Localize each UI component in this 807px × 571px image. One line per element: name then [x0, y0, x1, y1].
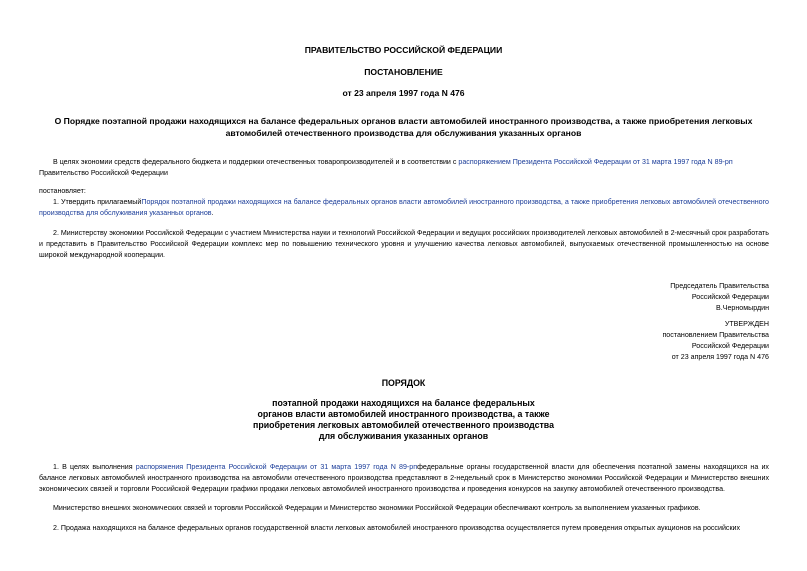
signature-line-2: Российской Федерации: [691, 293, 769, 301]
order-item-1-text: 1. В целях выполнения: [53, 463, 133, 471]
order-heading: ПОРЯДОК: [381, 378, 426, 388]
preamble-text: В целях экономии средств федерального бюджета и поддержки отечественных товаропроизводителей и в соответствии с: [53, 158, 457, 166]
order-item-1-rest: федеральные органы государственной власти для обеспечения поэтапной замены находящихся на их балансе легковых автомобилей иностранного производства на автомобили отечественного производства представляют в 2-недельный срок в Министерство экономики Российской Федерации и Министерство внешних экономических связей и торговли Российской Федерации графики продажи легковых автомобилей иностранного производства и проведения конкурсов на закупку автомобилей отечественного производства.: [39, 463, 769, 493]
item-1-paragraph: [39, 197, 769, 219]
approved-line-4: от 23 апреля 1997 года N 476: [671, 353, 769, 361]
order-title-line-3: приобретения легковых автомобилей отечественного производства: [253, 420, 554, 430]
approved-block: [662, 319, 769, 363]
item-1-end: .: [211, 209, 214, 217]
signature-line-1: Председатель Правительства: [670, 282, 769, 290]
document-type: ПОСТАНОВЛЕНИЕ: [364, 67, 443, 77]
preamble-paragraph: [39, 157, 769, 179]
preamble-after: Правительство Российской Федерации: [39, 169, 168, 177]
president-order-link[interactable]: распоряжением Президента Российской Федерации от 31 марта 1997 года N 89-рп: [458, 158, 733, 166]
document-title-line-2: автомобилей отечественного производства для обслуживания указанных органов: [225, 128, 582, 138]
item-1-text: 1. Утвердить прилагаемый: [53, 198, 142, 206]
document-title-line-1: О Порядке поэтапной продажи находящихся на балансе федеральных органов власти автомобилей иностранного производства, а также приобретения легковых: [54, 116, 753, 126]
order-item-2-paragraph: 2. Продажа находящихся на балансе федеральных органов государственной власти легковых автомобилей иностранного производства осуществляется путем проведения открытых аукционов на российских: [53, 524, 741, 532]
government-heading: ПРАВИТЕЛЬСТВО РОССИЙСКОЙ ФЕДЕРАЦИИ: [304, 45, 503, 55]
approved-line-1: УТВЕРЖДЕН: [724, 320, 769, 328]
approved-line-3: Российской Федерации: [691, 342, 769, 350]
item-2-paragraph: 2. Министерству экономики Российской Федерации с участием Министерства науки и технологий Российской Федерации и ведущих российских производителей легковых автомобилей в 2-месячный срок разработать и представить в Правительство Российской Федерации комплекс мер по повышению технического уровня и улучшению качества легковых автомобилей, выпускаемых отечественной промышленностью на основе широкой международной кооперации.: [39, 229, 769, 259]
order-item-1-paragraph: [39, 462, 769, 495]
order-procedure-link[interactable]: Порядок поэтапной продажи находящихся на балансе федеральных органов власти автомобилей иностранного производства, а также приобретения легковых автомобилей отечественного производства для обслуживания указанных органов: [39, 198, 770, 217]
order-title-line-1: поэтапной продажи находящихся на балансе федеральных: [272, 398, 535, 408]
postanovlyaet-text: постановляет:: [39, 187, 86, 195]
order-title-line-2: органов власти автомобилей иностранного производства, а также: [257, 409, 550, 419]
signature-block: [670, 281, 769, 314]
signature-line-3: В.Черномырдин: [716, 304, 769, 312]
document-date: от 23 апреля 1997 года N 476: [342, 88, 465, 98]
order-title-line-4: для обслуживания указанных органов: [318, 431, 489, 441]
approved-line-2: постановлением Правительства: [662, 331, 769, 339]
president-order-link-2[interactable]: распоряжения Президента Российской Федерации от 31 марта 1997 года N 89-рп: [135, 463, 418, 471]
order-control-paragraph: Министерство внешних экономических связей и торговли Российской Федерации и Министерство экономики Российской Федерации обеспечивают контроль за выполнением указанных графиков.: [53, 504, 701, 512]
